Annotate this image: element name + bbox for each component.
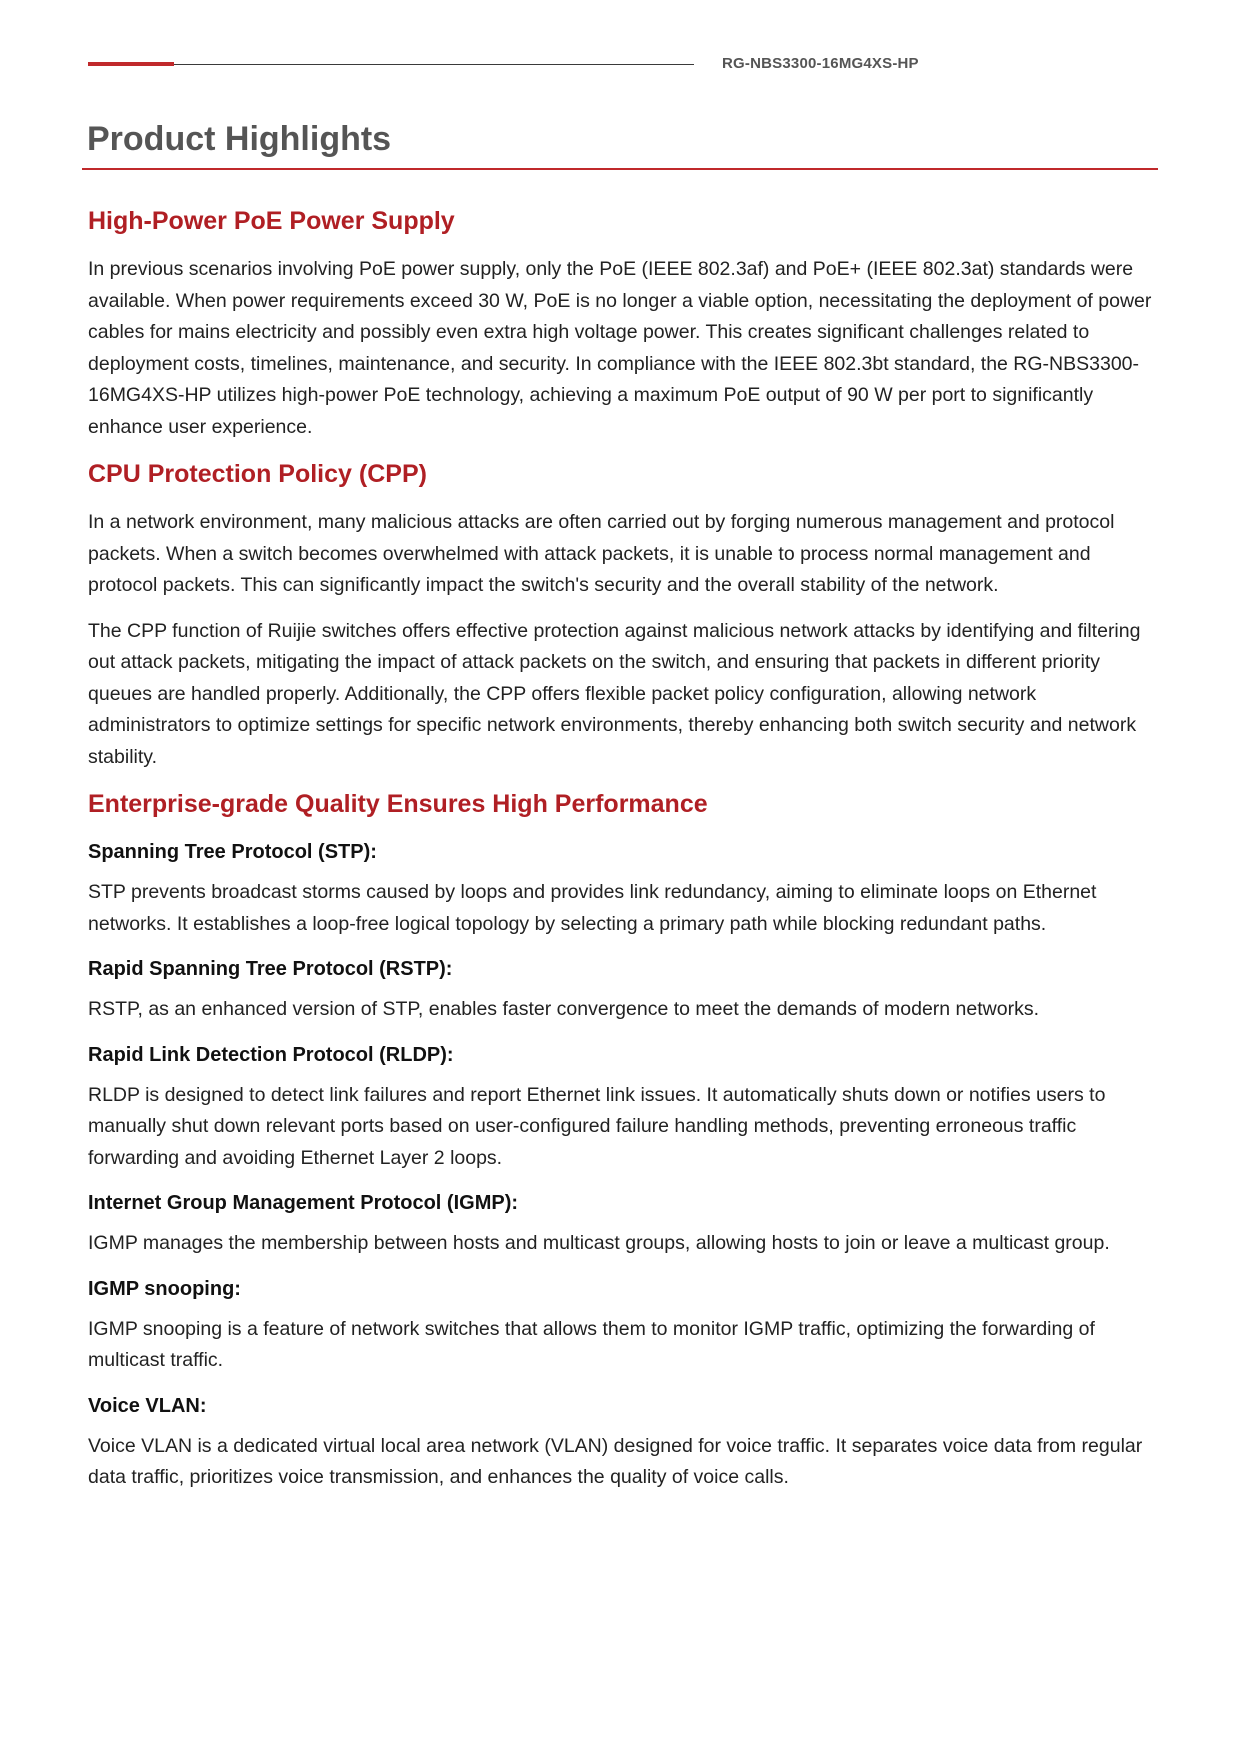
section-heading: Enterprise-grade Quality Ensures High Performance <box>88 790 708 818</box>
feature-description: RLDP is designed to detect link failures and report Ethernet link issues. It automatically shuts down or notifies users to manually shut down relevant ports based on user-configured failure handling methods, preventing erroneous traffic forwarding and avoiding Ethernet Layer 2 loops. <box>88 1083 1106 1169</box>
feature-title: Voice VLAN: <box>88 1394 207 1417</box>
feature-item-igmp <box>88 1188 1160 1260</box>
feature-title: Internet Group Management Protocol (IGMP): <box>88 1192 519 1214</box>
feature-title: Spanning Tree Protocol (STP): <box>88 841 377 863</box>
feature-description: RSTP, as an enhanced version of STP, enables faster convergence to meet the demands of modern networks. <box>88 998 1039 1020</box>
feature-description: STP prevents broadcast storms caused by loops and provides link redundancy, aiming to eliminate loops on Ethernet networks. It establishes a loop-free logical topology by selecting a primary path while blocking redundant paths. <box>88 881 1097 935</box>
main-content <box>88 204 1160 1508</box>
header-accent-bar <box>88 62 174 66</box>
section-cpu-protection-policy <box>88 457 1160 773</box>
feature-item-stp <box>88 837 1160 940</box>
feature-item-voice-vlan <box>88 1391 1160 1494</box>
feature-title: IGMP snooping: <box>88 1277 241 1300</box>
document-model-number: RG-NBS3300-16MG4XS-HP <box>722 55 919 72</box>
title-underline <box>82 168 1158 170</box>
feature-item-rstp <box>88 954 1160 1026</box>
feature-description: Voice VLAN is a dedicated virtual local area network (VLAN) designed for voice traffic. It separates voice data from regular data traffic, prioritizes voice transmission, and enhances the quality of voice calls. <box>88 1434 1143 1488</box>
page-title: Product Highlights <box>87 120 392 158</box>
feature-description: IGMP manages the membership between hosts and multicast groups, allowing hosts to join or leave a multicast group. <box>88 1232 1110 1254</box>
feature-item-rldp <box>88 1040 1160 1175</box>
header-rule <box>88 64 694 65</box>
section-paragraph: In previous scenarios involving PoE power supply, only the PoE (IEEE 802.3af) and PoE+ (IEEE 802.3at) standards were available. When power requirements exceed 30 W, PoE is no longer a viable option, necessitating the deployment of power cables for mains electricity and possibly even extra high voltage power. This creates significant challenges related to deployment costs, timelines, maintenance, and security. In compliance with the IEEE 802.3bt standard, the RG-NBS3300-16MG4XS-HP utilizes high-power PoE technology, achieving a maximum PoE output of 90 W per port to significantly enhance user experience. <box>88 258 1152 438</box>
feature-title: Rapid Link Detection Protocol (RLDP): <box>88 1043 454 1066</box>
section-heading: CPU Protection Policy (CPP) <box>88 460 427 488</box>
section-high-power-poe <box>88 204 1160 443</box>
feature-title: Rapid Spanning Tree Protocol (RSTP): <box>88 958 453 980</box>
section-enterprise-grade-quality <box>88 787 1160 1494</box>
section-heading: High-Power PoE Power Supply <box>88 207 455 235</box>
feature-item-igmp-snooping <box>88 1274 1160 1377</box>
section-paragraph: The CPP function of Ruijie switches offers effective protection against malicious network attacks by identifying and filtering out attack packets, mitigating the impact of attack packets on the switch, and ensuring that packets in different priority queues are handled properly. Additionally, the CPP offers flexible packet policy configuration, allowing network administrators to optimize settings for specific network environments, thereby enhancing both switch security and network stability. <box>88 619 1141 768</box>
feature-description: IGMP snooping is a feature of network switches that allows them to monitor IGMP traffic, optimizing the forwarding of multicast traffic. <box>88 1317 1095 1371</box>
section-paragraph: In a network environment, many malicious attacks are often carried out by forging numerous management and protocol packets. When a switch becomes overwhelmed with attack packets, it is unable to process normal management and protocol packets. This can significantly impact the switch's security and the overall stability of the network. <box>88 511 1115 596</box>
